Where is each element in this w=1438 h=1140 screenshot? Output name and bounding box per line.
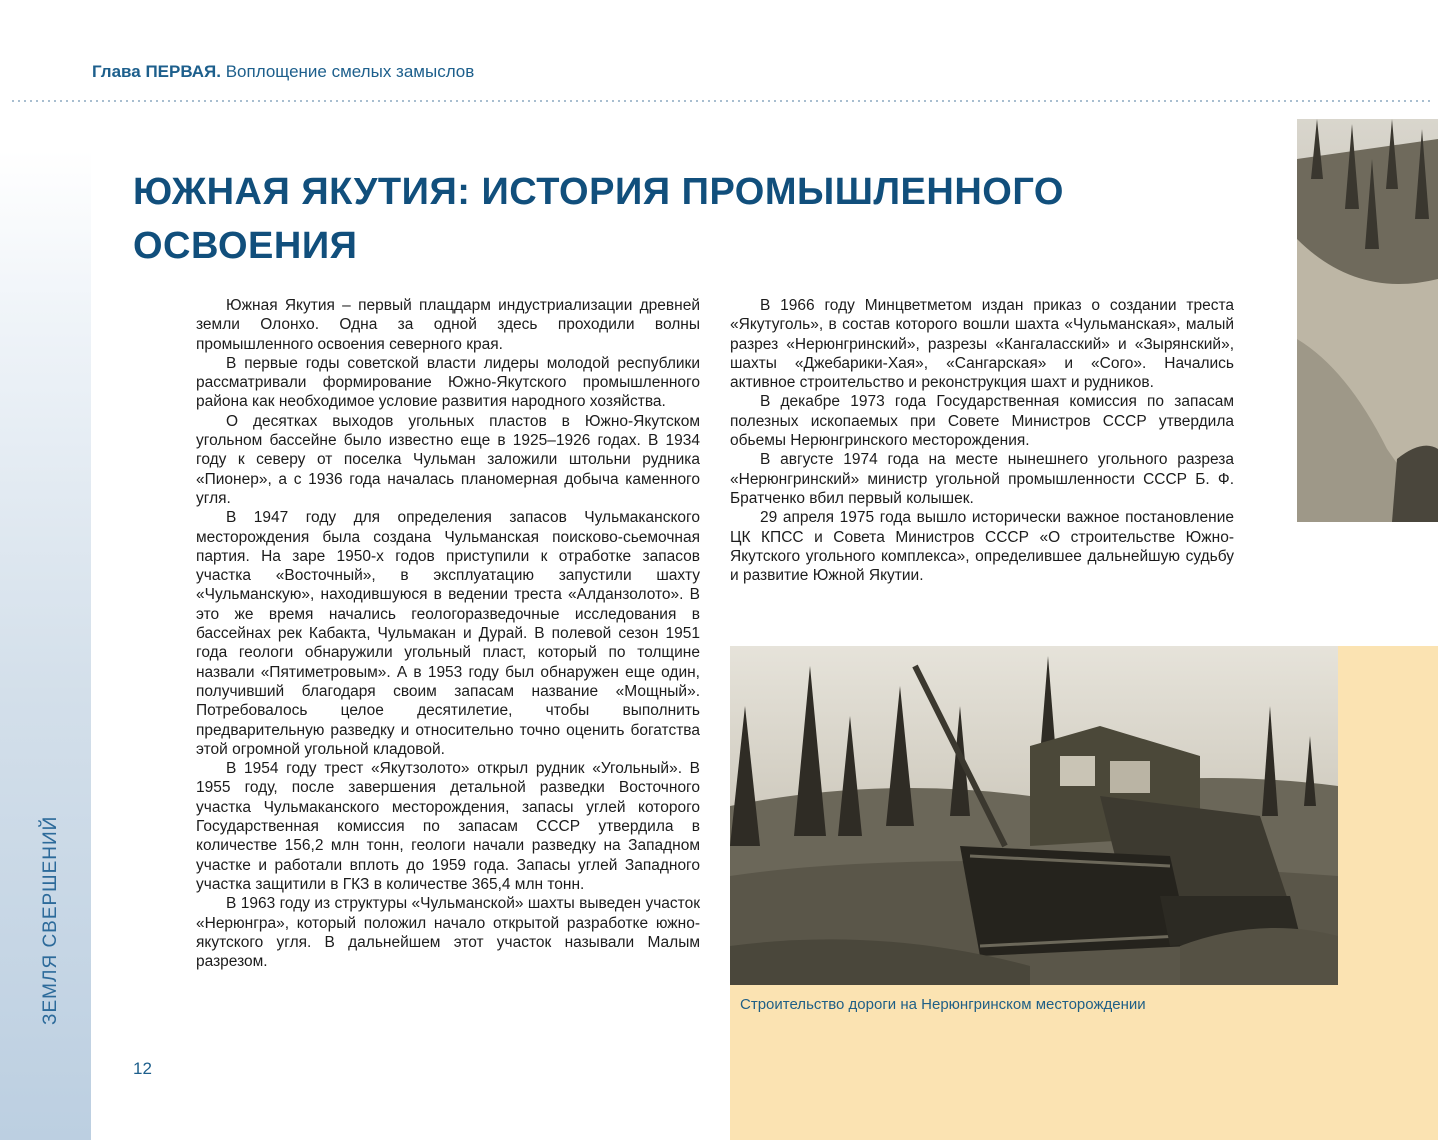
paragraph: Южная Якутия – первый плацдарм индустриализации древней земли Олонхо. Одна за одной здесь проходили волны промышленного освоения северного края. [196,297,700,353]
paragraph: О десятках выходов угольных пластов в Южно-Якутском угольном бассейне было известно еще в 1925–1926 годах. В 1934 году к северу от поселка Чульман заложили штольни рудника «Пионер», а с 1936 года началась планомерная добыча каменного угля. [196,412,700,507]
dotted-divider [10,100,1430,102]
photo-caption: Строительство дороги на Нерюнгринском месторождении [740,996,1146,1013]
paragraph: В 1947 году для определения запасов Чульмаканского месторождения была создана Чульманская поисково-сьемочная партия. На заре 1950-х годов приступили к отработке запасов участка «Восточный», в эксплуатацию запустили шахту «Чульманскую», находившуюся в ведении треста «Алданзолото». В это же время начались геологоразведочные исследования в бассейнах рек Кабакта, Чульмакан и Дурай. В полевой сезон 1951 года геологи обнаружили угольный пласт, который по толщине назвали «Пятиметровым». А в 1953 году был обнаружен еще один, получивший благодаря своим запасам название «Мощный». Потребовалось целое десятилетие, чтобы выполнить предварительную разведку и относительно точно оценить богатства этой огромной угольной кладовой. [196,509,700,758]
paragraph: В 1954 году трест «Якутзолото» открыл рудник «Угольный». В 1955 году, после завершения детальной разведки Восточного участка Чульмаканского месторождения, запасы углей которого Государственная комиссия по запасам СССР утвердила в количестве 156,2 млн тонн, геологи начали разведку на Западном участке и работали вплоть до 1959 года. Запасы углей Западного участка защитили в ГКЗ в количестве 365,4 млн тонн. [196,760,700,893]
paragraph: В августе 1974 года на месте нынешнего угольного разреза «Нерюнгринский» министр угольной промышленности СССР Б. Ф. Братченко вбил первый колышек. [730,451,1234,507]
page-number: 12 [133,1059,152,1078]
paragraph: В 1963 году из структуры «Чульманской» шахты выведен участок «Нерюнгра», который положил начало открытой разработке южно-якутского угля. В дальнейшем этот участок называли Малым разрезом. [196,895,700,971]
running-header [92,62,474,82]
side-label: ЗЕМЛЯ СВЕРШЕНИЙ [40,815,61,1025]
header-subtitle: Воплощение смелых замыслов [221,62,475,81]
main-photo-illustration [730,646,1338,985]
header-chapter: Глава ПЕРВАЯ. [92,62,221,81]
paragraph: В декабре 1973 года Государственная комиссия по запасам полезных ископаемых при Совете Министров СССР утвердила обьемы Нерюнгринского месторождения. [730,393,1234,450]
page-title: ЮЖНАЯ ЯКУТИЯ: ИСТОРИЯ ПРОМЫШЛЕННОГО ОСВОЕНИЯ [133,171,1064,267]
side-photo-illustration [1297,119,1438,522]
paragraph: В 1966 году Минцветметом издан приказ о создании треста «Якутуголь», в состав которого вошли шахта «Чульманская», малый разрез «Нерюнгринский», разрезы «Кангаласский» и «Зырянский», шахты «Джебарики-Хая», «Сангарская» и «Сого». Начались активное строительство и реконструкция шахт и рудников. [730,297,1234,392]
side-photo-forest-slope [1297,119,1438,522]
text-column-right [730,296,1234,585]
main-photo-bulldozer [730,646,1338,985]
paragraph: В первые годы советской власти лидеры молодой республики рассматривали формирование Южно-Якутского промышленного района как необходимое условие развития народного хозяйства. [196,354,700,411]
text-column-left [196,296,700,971]
paragraph: 29 апреля 1975 года вышло исторически важное постановление ЦК КПСС и Совета Министров СССР «О строительстве Южно-Якутского угольного комплекса», определившее дальнейшую судьбу и развитие Южной Якутии. [730,509,1234,585]
